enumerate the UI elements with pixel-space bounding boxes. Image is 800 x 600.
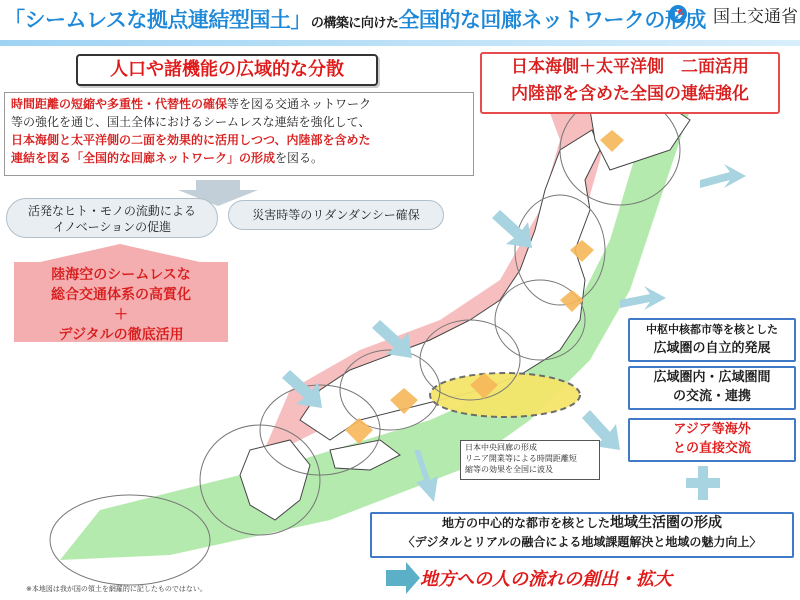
central-corridor-core <box>430 373 580 417</box>
pink-line3: ＋ <box>114 307 128 323</box>
box2-line1: 広域圏内・広域圏間 <box>653 370 771 385</box>
title-part-1: 「シームレスな拠点連結型国土」 <box>4 8 311 32</box>
note-line3: 縮等の効果を全国に波及 <box>465 465 553 474</box>
innovation-pill-line2: イノベーションの促進 <box>52 220 172 234</box>
redundancy-pill: 災害時等のリダンダンシー確保 <box>228 200 444 230</box>
body-line1-rest: 等を図る交通ネットワーク <box>227 97 372 111</box>
bottom-line2: 〈デジタルとリアルの融合による地域課題解決と地域の魅力向上〉 <box>402 535 762 549</box>
right-heading-line2: 内陸部を含めた全国の連結強化 <box>511 84 749 104</box>
note-line2: リニア開業等による時間距離短 <box>465 454 577 463</box>
body-line3-red: 日本海側と太平洋側の二面を効果的に活用しつつ、内陸部を含めた <box>11 133 371 147</box>
plus-symbol <box>686 466 720 500</box>
right-heading <box>480 52 780 114</box>
up-arrow <box>40 244 200 262</box>
box1-line2: 広域圏の自立的発展 <box>653 341 771 356</box>
pink-line4: デジタルの徹底活用 <box>58 327 184 343</box>
transport-system-box <box>14 262 228 342</box>
body-line2: 等の強化を通じ、国土全体におけるシームレスな連結を強化して、 <box>11 115 371 129</box>
left-heading: 人口や諸機能の広域的な分散 <box>76 54 378 86</box>
right-heading-line1: 日本海側＋太平洋側 二面活用 <box>511 57 749 77</box>
box1-line1: 中枢中核都市等を核とした <box>646 323 778 336</box>
title-part-2: の構築に向けた <box>310 16 399 31</box>
pink-line2: 総合交通体系の高質化 <box>51 287 191 303</box>
central-corridor-note <box>460 440 600 480</box>
innovation-pill-line1: 活発なヒト・モノの流動による <box>28 204 196 218</box>
box3-line2: との直接交流 <box>672 441 751 456</box>
title-part-3: 全国的な回廊ネットワークの形成 <box>398 8 706 32</box>
regional-exchange-box <box>628 366 796 410</box>
bottom-line1-highlight: 地域生活圏の形成 <box>610 515 722 531</box>
body-text <box>4 92 474 176</box>
local-living-area-box <box>370 512 794 558</box>
slogan-arrow <box>386 562 420 594</box>
logo-text: 国土交通省 <box>713 7 798 27</box>
bottom-slogan: 地方への人の流れの創出・拡大 <box>420 569 672 590</box>
body-line1-red: 時間距離の短縮や多重性・代替性の確保 <box>11 97 228 111</box>
overseas-exchange-box <box>628 418 796 462</box>
body-line4-red: 連結を図る「全国的な回廊ネットワーク」の形成 <box>11 151 276 165</box>
map-footnote: ※本地図は我が国の領土を網羅的に記したものではない。 <box>26 585 207 593</box>
header-bar <box>0 40 800 46</box>
bottom-line1-pre: 地方の中心的な都市を核とした <box>441 516 610 530</box>
page-title <box>4 4 704 38</box>
box3-line1: アジア等海外 <box>673 422 751 437</box>
body-line4-rest: を図る。 <box>275 151 324 165</box>
pink-line1: 陸海空のシームレスな <box>51 267 191 283</box>
box2-line2: の交流・連携 <box>672 389 751 404</box>
innovation-pill <box>6 198 218 238</box>
note-line1: 日本中央回廊の形成 <box>465 443 537 452</box>
regional-development-box <box>628 318 796 362</box>
